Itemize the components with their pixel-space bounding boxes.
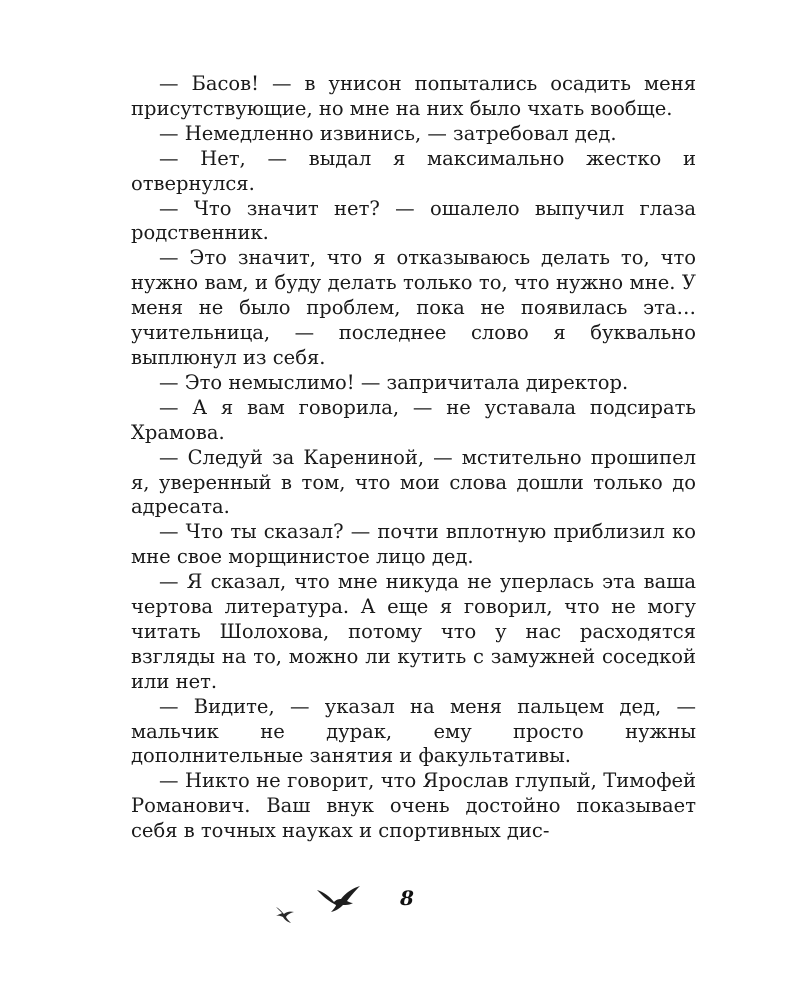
paragraph: — Немедленно извинись, — затребовал дед. [159, 121, 617, 145]
paragraph: — Я сказал, что мне никуда не уперлась эта ваша чертова литература. А еще я говорил, что не могу читать Шолохова, потому что у нас расходятся взгляды на то, можно ли кутить с замужней соседкой или нет. [131, 570, 696, 693]
paragraph: — Видите, — указал на меня пальцем дед, — мальчик не дурак, ему просто нужны дополнительные занятия и факультативы. [131, 694, 696, 768]
paragraph: — Никто не говорит, что Ярослав глупый, Тимофей Романович. Ваш внук очень достойно показывает себя в точных науках и спортивных дис- [131, 769, 696, 843]
flying-bird-icon [316, 884, 362, 914]
paragraph: — Нет, — выдал я максимально жестко и отвернулся. [131, 146, 696, 195]
book-page-text [131, 72, 696, 844]
paragraph: — Басов! — в унисон попытались осадить меня присутствующие, но мне на них было чхать вообще. [131, 72, 696, 120]
paragraph: — Это значит, что я отказываюсь делать то, что нужно вам, и буду делать только то, что нужно мне. У меня не было проблем, пока не появилась эта… учительница, — последнее слово я буквально выплюнул из себя. [131, 246, 696, 369]
paragraph: — Следуй за Карениной, — мстительно прошипел я, уверенный в том, что мои слова дошли только до адресата. [131, 445, 696, 519]
small-bird-icon [274, 902, 296, 924]
page-number: 8 [400, 886, 414, 910]
page-footer [270, 880, 430, 940]
paragraph: — Что значит нет? — ошалело выпучил глаза родственник. [131, 196, 696, 245]
paragraph: — Что ты сказал? — почти вплотную приблизил ко мне свое морщинистое лицо дед. [131, 520, 696, 569]
paragraph: — А я вам говорила, — не уставала подсирать Храмова. [131, 395, 696, 444]
paragraph: — Это немыслимо! — запричитала директор. [159, 370, 629, 394]
